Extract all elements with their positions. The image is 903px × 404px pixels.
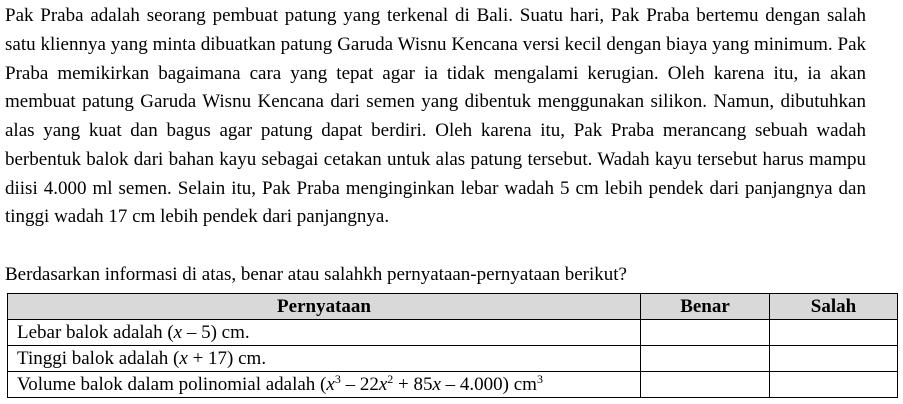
statement-text: – 5) cm. <box>182 321 250 343</box>
statement-text: + 85 <box>393 373 433 395</box>
passage-text: Pak Praba adalah seorang pembuat patung yang terkenal di Bali. Suatu hari, Pak Praba bertemu dengan salah satu kliennya yang minta dibuatkan patung Garuda Wisnu Kencana versi kecil dengan biaya yang minimum. Pak Praba memikirkan bagaimana cara yang tepat agar ia tidak mengalami kerugian. Oleh karena itu, ia akan membuat patung Garuda Wisnu Kencana dari semen yang dibentuk menggunakan silikon. Namun, dibutuhkan alas yang kuat dan bagus agar patung dapat berdiri. Oleh karena itu, Pak Praba merancang sebuah wadah berbentuk balok dari bahan kayu sebagai cetakan untuk alas patung tersebut. Wadah kayu tersebut harus mampu diisi 4.000 ml semen. Selain itu, Pak Praba menginginkan lebar wadah 5 cm lebih pendek dari panjangnya dan tinggi wadah 17 cm lebih pendek dari panjangnya. <box>5 5 866 228</box>
true-answer-cell[interactable] <box>641 372 770 398</box>
false-answer-cell[interactable] <box>770 346 898 372</box>
false-answer-cell[interactable] <box>770 320 898 346</box>
false-answer-cell[interactable] <box>770 372 898 398</box>
header-false: Salah <box>770 294 898 320</box>
table-row <box>8 346 898 372</box>
true-answer-cell[interactable] <box>641 320 770 346</box>
statement-text: + 17) cm. <box>187 347 267 369</box>
statement-text: Tinggi balok adalah ( <box>17 347 180 369</box>
math-variable: x <box>326 373 335 395</box>
math-variable: x <box>179 347 188 369</box>
exponent: 3 <box>334 371 341 386</box>
exponent: 3 <box>536 371 543 386</box>
math-variable: x <box>378 373 388 395</box>
statement-cell <box>8 346 641 372</box>
table-row <box>8 372 898 398</box>
statement-cell <box>8 320 641 346</box>
header-true: Benar <box>641 294 770 320</box>
table-header-row <box>8 294 898 320</box>
exponent: 2 <box>387 371 394 386</box>
statement-text: – 4.000) cm <box>440 373 537 395</box>
statement-text: Lebar balok adalah ( <box>17 321 174 343</box>
true-answer-cell[interactable] <box>641 346 770 372</box>
statement-cell <box>8 372 641 398</box>
math-variable: x <box>432 373 441 395</box>
statement-text: – 22 <box>340 373 379 395</box>
statement-table <box>7 293 898 398</box>
question-text: Berdasarkan informasi di atas, benar atau salahkh pernyataan-pernyataan berikut? <box>5 264 627 285</box>
statement-text: Volume balok dalam polinomial adalah ( <box>17 373 327 395</box>
header-statement: Pernyataan <box>8 294 641 320</box>
table-row <box>8 320 898 346</box>
math-variable: x <box>173 321 183 343</box>
